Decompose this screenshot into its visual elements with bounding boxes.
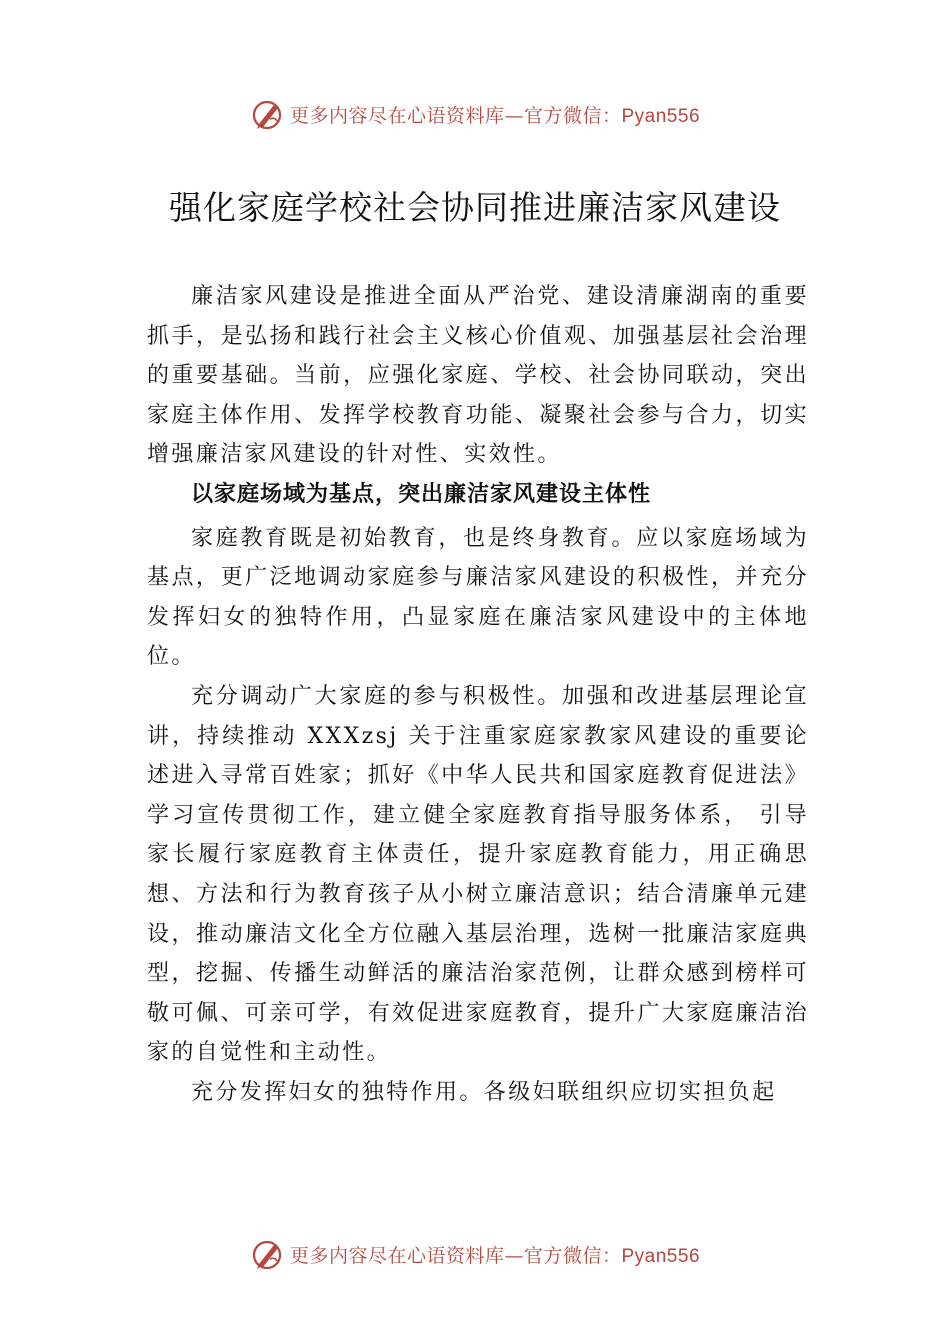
footer-banner (0, 1232, 950, 1276)
header-banner (0, 92, 950, 136)
footer-banner-text: 更多内容尽在心语资料库—官方微信： (289, 1244, 622, 1267)
section-heading: 以家庭场域为基点，突出廉洁家风建设主体性 (191, 481, 652, 507)
footer-wechat-id: Pyan556 (621, 1245, 701, 1267)
body-paragraph: 家庭教育既是初始教育，也是终身教育。应以家庭场域为基点，更广泛地调动家庭参与廉洁家风建设的积极性，并充分发挥妇女的独特作用，凸显家庭在廉洁家风建设中的主体地位。 (147, 525, 809, 670)
body-paragraph: 充分调动广大家庭的参与积极性。加强和改进基层理论宣讲，持续推动 XXXzsj 关于注重家庭家教家风建设的重要论述进入寻常百姓家；抓好《中华人民共和国家庭教育促进法》学习宣传贯彻工作，建立健全家庭教育指导服务体系， 引导家长履行家庭教育主体责任，提升家庭教育能力，用正确思想、方法和行为教育孩子从小树立廉洁意识；结合清廉单元建设，推动廉洁文化全方位融入基层治理，选树一批廉洁家庭典型，挖掘、传播生动鲜活的廉洁治家范例，让群众感到榜样可敬可佩、可亲可学，有效促进家庭教育，提升广大家庭廉洁治家的自觉性和主动性。 (147, 683, 809, 1066)
document-body (147, 277, 809, 1112)
pen-logo-icon (250, 97, 284, 131)
intro-paragraph: 廉洁家风建设是推进全面从严治党、建设清廉湖南的重要抓手，是弘扬和践行社会主义核心价值观、加强基层社会治理的重要基础。当前，应强化家庭、学校、社会协同联动，突出家庭主体作用、发挥学校教育功能、凝聚社会参与合力，切实增强廉洁家风建设的针对性、实效性。 (147, 284, 809, 468)
document-title: 强化家庭学校社会协同推进廉洁家风建设 (169, 188, 781, 227)
header-wechat-id: Pyan556 (621, 105, 701, 127)
body-paragraph: 充分发挥妇女的独特作用。各级妇联组织应切实担负起 (191, 1079, 777, 1105)
pen-logo-icon (250, 1237, 284, 1271)
header-banner-text: 更多内容尽在心语资料库—官方微信： (289, 104, 622, 127)
